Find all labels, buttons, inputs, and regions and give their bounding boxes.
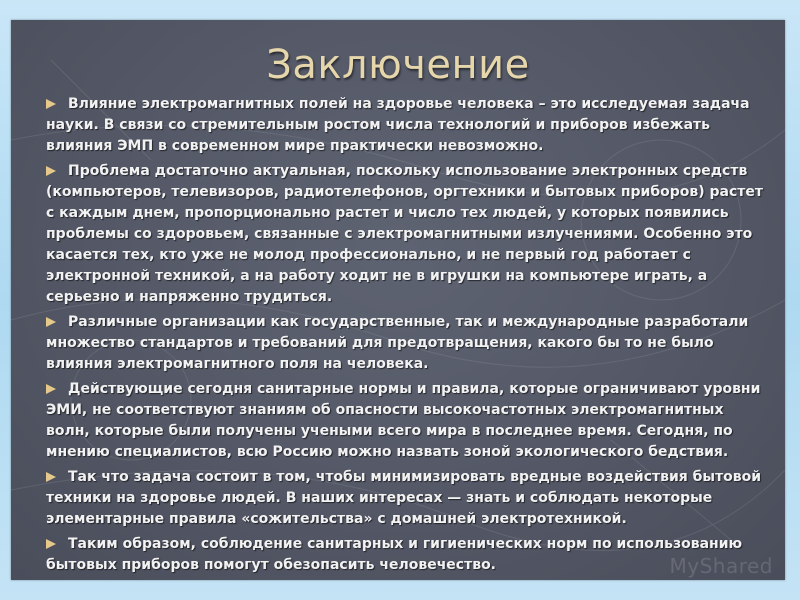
triangle-bullet-icon: [46, 99, 56, 109]
paragraph-text: Действующие сегодня санитарные нормы и правила, которые ограничивают уровни ЭМИ, не соответствуют знаниям об опасности высокочастотных электромагнитных волн, которые были получены учеными всего мира в последнее время. Сегодня, по мнению специалистов, всю Россию можно назвать зоной экологического бедствия.: [46, 381, 761, 460]
paragraph-text: Различные организации как государственные, так и международные разработали множество стандартов и требований для предотвращения, какого бы то не было влияния электромагнитного поля на человека.: [46, 314, 749, 372]
slide: [11, 20, 785, 580]
paragraph: [46, 312, 770, 375]
triangle-bullet-icon: [46, 384, 56, 394]
watermark: MyShared: [669, 554, 773, 578]
slide-title: Заключение: [266, 42, 530, 88]
paragraph: [46, 161, 770, 308]
paragraph-text: Таким образом, соблюдение санитарных и гигиенических норм по использованию бытовых приборов помогут обезопасить человечество.: [46, 536, 743, 573]
paragraph: [46, 534, 770, 576]
slide-body: [46, 94, 770, 580]
triangle-bullet-icon: [46, 472, 56, 482]
paragraph: [46, 379, 770, 463]
triangle-bullet-icon: [46, 166, 56, 176]
triangle-bullet-icon: [46, 539, 56, 549]
paragraph: [46, 94, 770, 157]
triangle-bullet-icon: [46, 317, 56, 327]
paragraph-text: Влияние электромагнитных полей на здоровье человека – это исследуемая задача науки. В связи со стремительным ростом числа технологий и приборов избежать влияния ЭМП в современном мире практически невозможно.: [46, 96, 750, 154]
paragraph-text: Так что задача состоит в том, чтобы минимизировать вредные воздействия бытовой техники на здоровье людей. В наших интересах — знать и соблюдать некоторые элементарные правила «сожительства» с домашней электротехникой.: [46, 469, 762, 527]
paragraph: [46, 467, 770, 530]
paragraph-text: Проблема достаточно актуальная, поскольку использование электронных средств (компьютеров, телевизоров, радиотелефонов, оргтехники и бытовых приборов) растет с каждым днем, пропорционально растет и число тех людей, у которых появились проблемы со здоровьем, связанные с электромагнитными излучениями. Особенно это касается тех, кто уже не молод профессионально, и не первый год работает с электронной техникой, а на работу ходит не в игрушки на компьютере играть, а серьезно и напряженно трудиться.: [46, 163, 763, 305]
